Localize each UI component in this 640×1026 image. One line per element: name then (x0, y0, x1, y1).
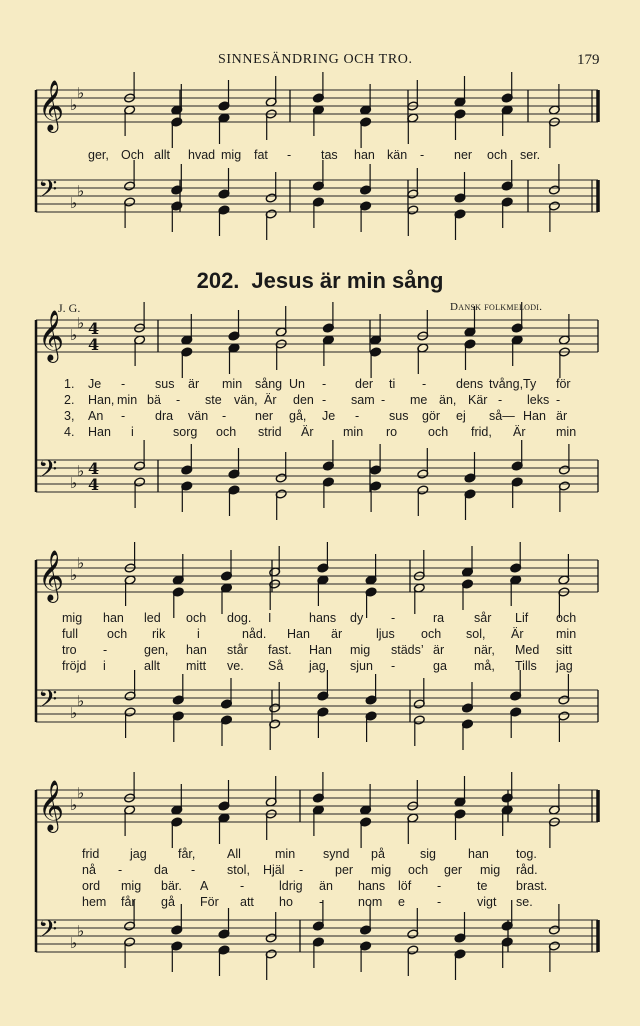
treble-clef: 𝄞 (38, 80, 65, 131)
bass-clef: 𝄢 (38, 455, 58, 490)
lyric-syllable: ve. (227, 659, 244, 673)
author-credit: J. G. (58, 301, 81, 315)
lyric-syllable: A (200, 879, 209, 893)
bass-key-signature: ♭ (70, 474, 78, 492)
lyric-syllable: Med (515, 643, 540, 657)
treble-clef: 𝄞 (38, 310, 65, 361)
bass-key-signature: ♭ (70, 194, 78, 212)
verse-number: 4. (64, 425, 75, 439)
lyric-syllable: Är (511, 627, 524, 641)
lyric-syllable: i (197, 627, 200, 641)
lyric-syllable: - (240, 879, 245, 893)
lyric-syllable: ord (82, 879, 101, 893)
lyric-syllable: hans (309, 611, 337, 625)
lyric-syllable: fröjd (62, 659, 87, 673)
treble-key-signature: ♭ (70, 796, 78, 814)
lyric-syllable: - (191, 863, 196, 877)
lyric-syllable: - (287, 148, 292, 162)
lyric-syllable: - (420, 148, 425, 162)
lyric-syllable: sus (155, 377, 175, 391)
lyric-syllable: - (498, 393, 503, 407)
lyric-syllable: ti (389, 377, 396, 391)
lyric-syllable: får, (178, 847, 196, 861)
lyric-syllable: råd. (516, 863, 538, 877)
lyric-syllable: sam (351, 393, 375, 407)
lyric-syllable: - (437, 895, 442, 909)
lyric-syllable: mig (221, 148, 242, 162)
lyric-syllable: sorg (173, 425, 198, 439)
lyric-syllable: gör (422, 409, 441, 423)
lyric-syllable: sjun (350, 659, 373, 673)
lyric-syllable: full (62, 627, 78, 641)
lyric-syllable: nå (82, 863, 96, 877)
lyric-syllable: Han (287, 627, 310, 641)
lyric-syllable: e (398, 895, 405, 909)
lyric-syllable: kän (387, 148, 408, 162)
lyric-syllable: städs’ (391, 643, 424, 657)
lyric-syllable: är (556, 409, 568, 423)
lyric-syllable: löf (398, 879, 412, 893)
lyric-syllable: han (468, 847, 489, 861)
lyric-syllable: Un (289, 377, 305, 391)
lyric-syllable: mig (350, 643, 371, 657)
bass-clef: 𝄢 (38, 915, 58, 950)
lyric-syllable: Han (88, 425, 111, 439)
lyric-syllable: tro (62, 643, 77, 657)
lyric-syllable: Är (264, 393, 277, 407)
lyric-syllable: gen, (144, 643, 169, 657)
lyric-syllable: - (422, 377, 427, 391)
lyric-syllable: - (437, 879, 442, 893)
lyric-syllable: synd (323, 847, 350, 861)
treble-key-signature: ♭ (70, 96, 78, 114)
lyric-syllable: ho (279, 895, 293, 909)
lyric-syllable: allt (144, 659, 160, 673)
lyric-syllable: dog. (227, 611, 252, 625)
lyric-syllable: och (421, 627, 442, 641)
lyric-syllable: hans (358, 879, 386, 893)
treble-key-signature: ♭ (77, 314, 85, 332)
lyric-syllable: och (216, 425, 237, 439)
lyric-syllable: Är (513, 425, 526, 439)
lyric-syllable: hem (82, 895, 107, 909)
lyric-syllable: fast. (268, 643, 292, 657)
lyric-syllable: - (121, 377, 126, 391)
tune-credit: Dansk folkmelodi. (450, 301, 543, 313)
lyric-syllable: och (186, 611, 207, 625)
lyric-syllable: den (293, 393, 314, 407)
lyric-syllable: får (121, 895, 136, 909)
lyric-syllable: mig (62, 611, 83, 625)
lyric-syllable: ro (386, 425, 398, 439)
lyric-syllable: me (410, 393, 428, 407)
treble-key-signature: ♭ (70, 326, 78, 344)
lyric-syllable: mitt (186, 659, 207, 673)
lyric-syllable: - (121, 409, 126, 423)
bass-key-signature: ♭ (77, 462, 85, 480)
lyric-syllable: är (188, 377, 200, 391)
treble-key-signature: ♭ (70, 566, 78, 584)
lyric-syllable: i (131, 425, 134, 439)
lyric-syllable: - (103, 643, 108, 657)
lyric-syllable: när, (474, 643, 495, 657)
lyric-syllable: frid (82, 847, 100, 861)
lyric-syllable: dra (155, 409, 174, 423)
lyric-syllable: - (322, 393, 327, 407)
lyric-syllable: nom (358, 895, 383, 909)
lyric-syllable: gå (161, 895, 175, 909)
lyric-syllable: All (227, 847, 241, 861)
lyric-syllable: - (322, 377, 327, 391)
lyric-syllable: ser. (520, 148, 541, 162)
lyric-syllable: sår (474, 611, 492, 625)
lyric-syllable: led (144, 611, 161, 625)
verse-number: 1. (64, 377, 75, 391)
lyric-syllable: der (355, 377, 374, 391)
lyric-syllable: min (222, 377, 243, 391)
lyric-syllable: han (354, 148, 375, 162)
lyric-syllable: ga (433, 659, 447, 673)
verse-number: 2. (64, 393, 75, 407)
lyric-syllable: min (556, 627, 577, 641)
bass-key-signature: ♭ (70, 704, 78, 722)
lyric-syllable: min (275, 847, 296, 861)
hymn-title-text: Jesus är min sång (251, 268, 444, 293)
lyric-syllable: brast. (516, 879, 548, 893)
treble-clef: 𝄞 (38, 780, 65, 831)
lyric-syllable: dy (350, 611, 364, 625)
lyric-syllable: är (331, 627, 343, 641)
lyric-syllable: och (487, 148, 508, 162)
lyric-syllable: - (118, 863, 123, 877)
lyric-syllable: ej (456, 409, 466, 423)
bass-key-signature: ♭ (77, 182, 85, 200)
lyric-syllable: han (103, 611, 124, 625)
lyric-syllable: te (477, 879, 488, 893)
page-number: 179 (577, 52, 600, 68)
lyric-syllable: An (88, 409, 104, 423)
lyric-syllable: Han (309, 643, 332, 657)
lyric-syllable: tvång, (489, 377, 524, 391)
lyric-syllable: och (556, 611, 577, 625)
lyric-syllable: tas (321, 148, 338, 162)
lyric-syllable: vigt (477, 895, 497, 909)
lyric-syllable: hvad (188, 148, 216, 162)
lyric-syllable: mig (480, 863, 501, 877)
lyric-syllable: frid, (471, 425, 492, 439)
lyric-syllable: att (240, 895, 254, 909)
lyric-syllable: Han (523, 409, 546, 423)
time-signature: 4 (88, 319, 100, 338)
lyric-syllable: da (154, 863, 168, 877)
lyric-syllable: min (117, 393, 138, 407)
lyric-syllable: stol, (227, 863, 250, 877)
lyric-syllable: - (391, 659, 396, 673)
lyric-syllable: leks (527, 393, 550, 407)
lyric-syllable: I (268, 611, 272, 625)
lyric-syllable: mig (121, 879, 142, 893)
lyric-syllable: sång (255, 377, 283, 391)
lyric-syllable: mig (371, 863, 392, 877)
lyric-syllable: - (299, 863, 304, 877)
time-signature: 4 (88, 335, 100, 354)
lyric-syllable: - (176, 393, 181, 407)
lyric-syllable: min (343, 425, 364, 439)
lyric-syllable: - (222, 409, 227, 423)
lyric-syllable: per (335, 863, 354, 877)
lyric-syllable: - (355, 409, 360, 423)
lyric-syllable: sitt (556, 643, 572, 657)
lyric-syllable: ra (433, 611, 445, 625)
time-signature: 4 (88, 459, 100, 478)
lyric-syllable: Hjäl (263, 863, 285, 877)
bass-clef: 𝄢 (38, 685, 58, 720)
lyric-syllable: vän, (234, 393, 258, 407)
lyric-syllable: tog. (516, 847, 537, 861)
lyric-syllable: fat (254, 148, 268, 162)
lyric-syllable: i (103, 659, 106, 673)
lyric-syllable: och (107, 627, 128, 641)
lyric-syllable: jag (556, 659, 573, 673)
lyric-syllable: nåd. (242, 627, 267, 641)
lyric-syllable: än, (439, 393, 457, 407)
lyric-syllable: sig (420, 847, 436, 861)
lyric-syllable: - (319, 895, 324, 909)
lyric-syllable: ner (255, 409, 274, 423)
lyric-syllable: Han, (88, 393, 115, 407)
running-title: SINNESÄNDRING OCH TRO. (218, 52, 413, 67)
lyric-syllable: och (408, 863, 429, 877)
lyric-syllable: För (200, 895, 219, 909)
lyric-syllable: Kär (468, 393, 488, 407)
lyric-syllable: Är (301, 425, 314, 439)
lyric-syllable: min (556, 425, 577, 439)
lyric-syllable: ger (444, 863, 463, 877)
lyric-syllable: är (433, 643, 445, 657)
time-signature: 4 (88, 475, 100, 494)
lyric-syllable: Lif (515, 611, 529, 625)
lyric-syllable: Och (121, 148, 144, 162)
lyric-syllable: jag (309, 659, 326, 673)
bass-key-signature: ♭ (70, 934, 78, 952)
lyric-syllable: Je (322, 409, 336, 423)
lyric-syllable: han (186, 643, 207, 657)
bass-key-signature: ♭ (77, 692, 85, 710)
lyric-syllable: ner (454, 148, 473, 162)
lyric-syllable: står (227, 643, 248, 657)
lyric-syllable: - (556, 393, 561, 407)
lyric-syllable: Så (268, 659, 284, 673)
bass-key-signature: ♭ (77, 922, 85, 940)
lyric-syllable: allt (154, 148, 170, 162)
lyric-syllable: jag (130, 847, 147, 861)
treble-key-signature: ♭ (77, 554, 85, 572)
lyric-syllable: sus (389, 409, 409, 423)
lyric-syllable: ger, (88, 148, 109, 162)
lyric-syllable: dens (456, 377, 484, 391)
lyric-syllable: på (371, 847, 385, 861)
lyric-syllable: strid (258, 425, 282, 439)
lyric-syllable: Je (88, 377, 102, 391)
lyric-syllable: se. (516, 895, 533, 909)
lyric-syllable: Ty (523, 377, 537, 391)
lyric-syllable: ste (205, 393, 222, 407)
lyric-syllable: Tills (515, 659, 537, 673)
lyric-syllable: bär. (161, 879, 182, 893)
lyric-syllable: - (391, 611, 396, 625)
hymn-number: 202. (196, 268, 240, 293)
lyric-syllable: för (556, 377, 571, 391)
lyric-syllable: - (381, 393, 386, 407)
lyric-syllable: ljus (376, 627, 395, 641)
lyric-syllable: gå, (289, 409, 307, 423)
treble-key-signature: ♭ (77, 784, 85, 802)
lyric-syllable: bä (147, 393, 161, 407)
lyric-syllable: ldrig (279, 879, 303, 893)
lyric-syllable: så— (489, 409, 515, 423)
bass-clef: 𝄢 (38, 175, 58, 210)
lyric-syllable: vän (188, 409, 209, 423)
lyric-syllable: än (319, 879, 333, 893)
treble-clef: 𝄞 (38, 550, 65, 601)
lyric-syllable: sol, (466, 627, 486, 641)
lyric-syllable: må, (474, 659, 495, 673)
lyric-syllable: och (428, 425, 449, 439)
lyric-syllable: rik (152, 627, 166, 641)
treble-key-signature: ♭ (77, 84, 85, 102)
verse-number: 3, (64, 409, 75, 423)
